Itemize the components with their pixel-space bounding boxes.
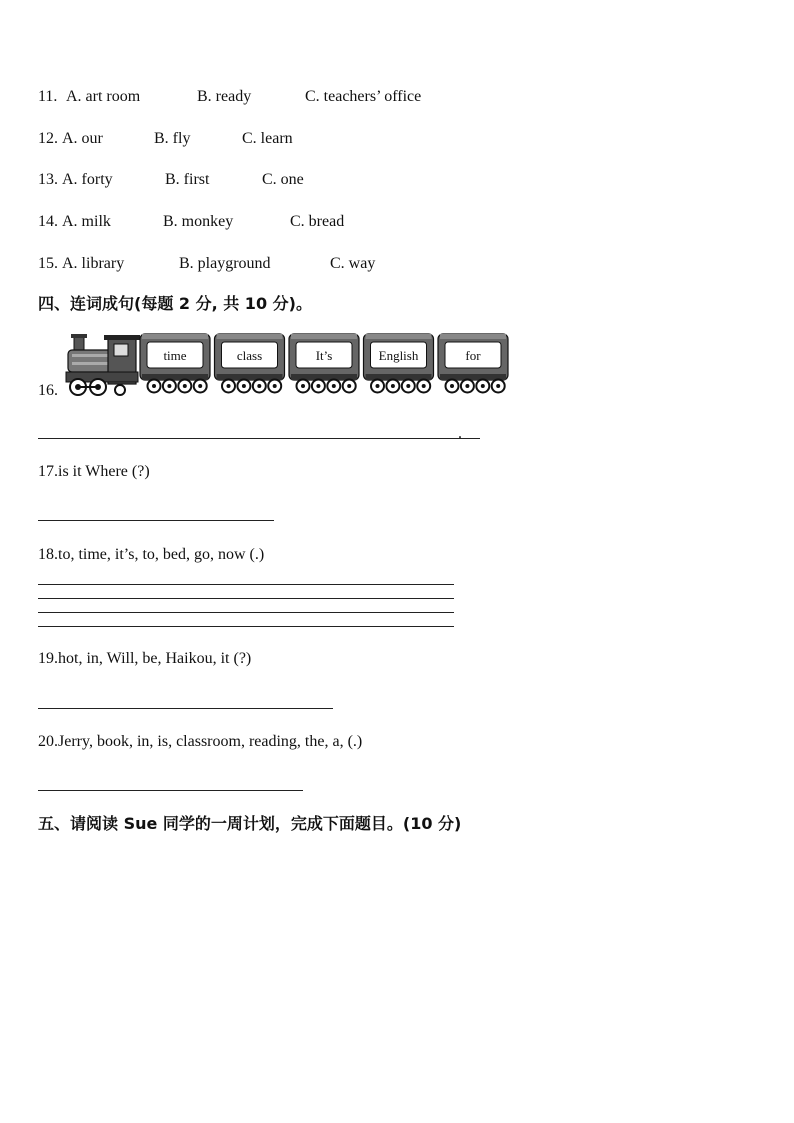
option-a: A. art room bbox=[66, 88, 141, 105]
option-c: C. bread bbox=[290, 213, 345, 230]
question-18-text: 18.to, time, it’s, to, bed, go, now (.) bbox=[38, 546, 265, 563]
option-a: A. forty bbox=[62, 171, 113, 188]
writing-guide-line bbox=[38, 626, 454, 627]
train-car bbox=[140, 334, 210, 393]
question-17-text: 17.is it Where (?) bbox=[38, 463, 150, 480]
writing-guide-line bbox=[38, 598, 454, 599]
question-19-text: 19.hot, in, Will, be, Haikou, it (?) bbox=[38, 650, 252, 667]
train-car bbox=[215, 334, 285, 393]
train-car bbox=[438, 334, 508, 393]
locomotive-icon bbox=[66, 334, 140, 395]
writing-guide-line bbox=[38, 584, 454, 585]
answer-line-17[interactable] bbox=[38, 520, 274, 521]
train-car-word: It’s bbox=[315, 348, 333, 363]
train-car-word: time bbox=[163, 348, 187, 363]
option-c: C. one bbox=[262, 171, 304, 188]
section-4-title: 四、连词成句(每题 2 分, 共 10 分)。 bbox=[38, 294, 312, 313]
option-b: B. playground bbox=[179, 255, 271, 272]
option-c: C. learn bbox=[242, 130, 293, 147]
writing-guide-line bbox=[38, 612, 454, 613]
option-a: A. library bbox=[62, 255, 125, 272]
option-a: A. milk bbox=[62, 213, 111, 230]
train-car bbox=[289, 334, 359, 393]
option-c: C. way bbox=[330, 255, 376, 272]
train-car-word: English bbox=[378, 348, 419, 363]
option-b: B. fly bbox=[154, 130, 191, 147]
answer-line-19[interactable] bbox=[38, 708, 333, 709]
question-number: 13. bbox=[38, 171, 58, 188]
question-16-number: 16. bbox=[38, 382, 58, 399]
answer-16-end-mark: . bbox=[458, 425, 462, 442]
option-b: B. ready bbox=[197, 88, 252, 105]
question-number: 12. bbox=[38, 130, 58, 147]
section-5-title: 五、请阅读 Sue 同学的一周计划，完成下面题目。(10 分) bbox=[38, 814, 462, 833]
answer-line-20[interactable] bbox=[38, 790, 303, 791]
question-number: 14. bbox=[38, 213, 58, 230]
question-number: 15. bbox=[38, 255, 58, 272]
train-car-word: for bbox=[465, 348, 481, 363]
option-a: A. our bbox=[62, 130, 103, 147]
train-car bbox=[364, 334, 434, 393]
question-20-text: 20.Jerry, book, in, is, classroom, reading, the, a, (.) bbox=[38, 733, 363, 750]
answer-line-16[interactable] bbox=[38, 438, 480, 439]
option-b: B. first bbox=[165, 171, 210, 188]
train-car-word: class bbox=[236, 348, 263, 363]
option-b: B. monkey bbox=[163, 213, 234, 230]
train-illustration bbox=[64, 332, 510, 398]
option-c: C. teachers’ office bbox=[305, 88, 422, 105]
question-number: 11. bbox=[38, 88, 58, 105]
